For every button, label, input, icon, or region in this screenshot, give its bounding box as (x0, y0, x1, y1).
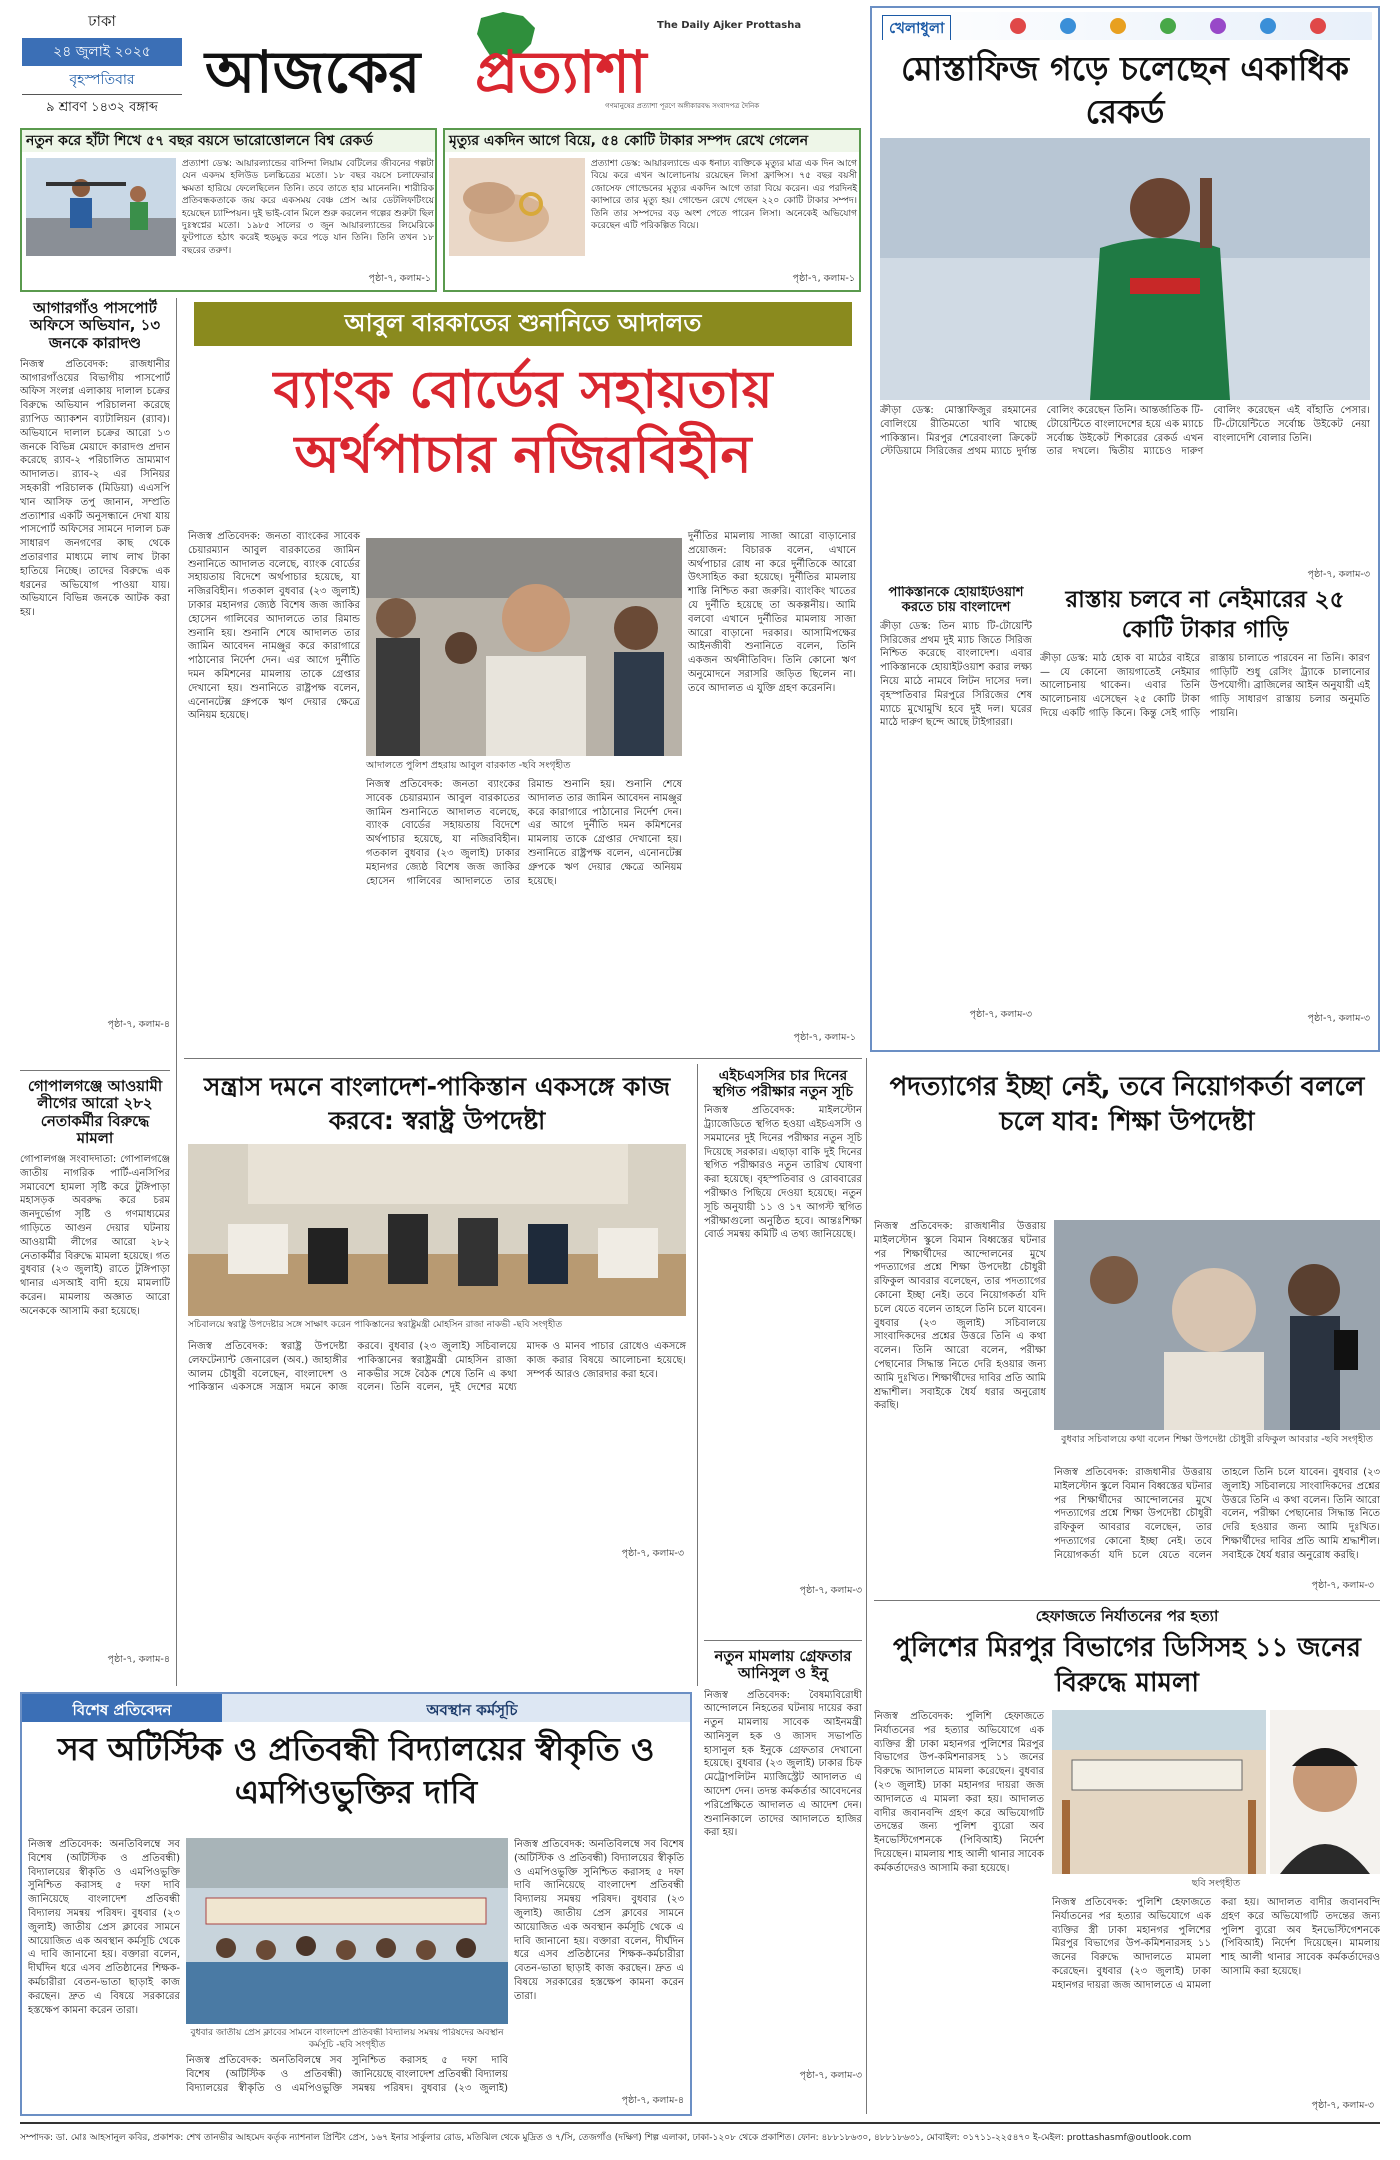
masthead (0, 0, 868, 122)
headline: আগারগাঁও পাসপোর্ট অফিসে অভিযান, ১৩ জনকে কারাদণ্ড (29, 299, 161, 352)
story-body-cont: নিজস্ব প্রতিবেদক: রাজধানীর উত্তরায় মাইলস্টোন স্কুলে বিমান বিধ্বস্তের ঘটনার পর শিক্ষার্থীদের আন্দোলনের মুখে পদত্যাগের প্রশ্নে শিক্ষা উপদেষ্টা চৌধুরী রফিকুল আবরার বলেছেন, তার পদত্যাগের কোনো ইচ্ছা নেই। তবে নিয়োগকর্তা যদি চলে যেতে বলেন তাহলে তিনি চলে যাবেন। বুধবার (২৩ জুলাই) সচিবালয়ে সাংবাদিকদের প্রশ্নের উত্তরে তিনি এ কথা বলেন। তিনি আরো বলেন, পরীক্ষা পেছানোর সিদ্ধান্ত নিতে দেরি হওয়ার জন্য আমি দুঃখিত। শিক্ষার্থীদের দাবির প্রতি আমি শ্রদ্ধাশীল। সবাইকে ধৈর্য ধরার অনুরোধ করছি। (1054, 1467, 1380, 1561)
special-body-cont: নিজস্ব প্রতিবেদক: অনতিবিলম্বে সব বিশেষ (অটিস্টিক ও প্রতিবন্ধী) বিদ্যালয়ের স্বীকৃতি ও এমপিওভুক্তি সুনিশ্চিত করাসহ ৫ দফা দাবি জানিয়েছে বাংলাদেশ প্রতিবন্ধী বিদ্যালয় সমন্বয় পরিষদ। বুধবার (২৩ জুলাই) জাতীয় প্রেস ক্লাবের সামনে আয়োজিত এক অবস্থান কর্মসূচি থেকে এ দাবি জানানো হয়। বক্তারা বলেন, দীর্ঘদিন ধরে এসব প্রতিষ্ঠানের শিক্ষক-কর্মচারীরা বেতন-ভাতা ছাড়াই কাজ করছেন। দ্রুত এ বিষয়ে সরকারের হস্তক্ষেপ কামনা করেন তারা। (514, 1839, 684, 2002)
kicker: আবুল বারকাতের শুনানিতে আদালত (194, 302, 852, 346)
jump-line: পৃষ্ঠা-৭, কলাম-৩ (621, 1548, 684, 1559)
weekday: বৃহস্পতিবার (22, 66, 182, 95)
pakistan-story (880, 586, 1032, 1046)
jump-line: পৃষ্ঠা-৭, কলাম-৪ (621, 2095, 684, 2106)
column-rule (176, 298, 177, 1686)
story-body: নিজস্ব প্রতিবেদক: জনতা ব্যাংকের সাবেক চেয়ারম্যান আবুল বারকাতের জামিন শুনানিতে আদালত বলেছে, ব্যাংক বোর্ডের সহায়তায় বিদেশে অর্থপাচার হয়েছে, যা নজিরবিহীন। গতকাল বুধবার (২৩ জুলাই) ঢাকার মহানগর জ্যেষ্ঠ বিশেষ জজ জাকির হোসেন গালিবের আদালতে তার রিমান্ড শুনানি হয়। শুনানি শেষে আদালত তার জামিন আবেদন নামঞ্জুর করে কারাগারে পাঠানোর নির্দেশ দেন। এর আগে দুর্নীতি দমন কমিশনের মামলায় তাকে গ্রেপ্তার দেখানো হয়। শুনানিতে রাষ্ট্রপক্ষ বলেন, এনোনটেক্স গ্রুপকে ঋণ দেয়ার ক্ষেত্রে অনিয়ম হয়েছে। (188, 531, 360, 722)
story-body: নিজস্ব প্রতিবেদক: রাজধানীর উত্তরায় মাইলস্টোন স্কুলে বিমান বিধ্বস্তের ঘটনার পর শিক্ষার্থীদের আন্দোলনের মুখে পদত্যাগের প্রশ্নে শিক্ষা উপদেষ্টা চৌধুরী রফিকুল আবরার বলেছেন, তার পদত্যাগের কোনো ইচ্ছা নেই। তবে নিয়োগকর্তা যদি চলে যেতে বলেন তাহলে তিনি চলে যাবেন। বুধবার (২৩ জুলাই) সচিবালয়ে সাংবাদিকদের প্রশ্নের উত্তরে তিনি এ কথা বলেন। তিনি আরো বলেন, পরীক্ষা পেছানোর সিদ্ধান্ত নিতে দেরি হওয়ার জন্য আমি দুঃখিত। শিক্ষার্থীদের দাবির প্রতি আমি শ্রদ্ধাশীল। সবাইকে ধৈর্য ধরার অনুরোধ করছি। (874, 1221, 1046, 1412)
barkat-photo (366, 538, 682, 756)
kicker: হেফাজতে নির্যাতনের পর হত্যা (1035, 1607, 1219, 1625)
jump-line: পৃষ্ঠা-৭, কলাম-১ (793, 1032, 856, 1043)
story-body: প্রত্যাশা ডেস্ক: আয়ারল্যান্ডে এক ধনাঢ্য ব্যক্তিকে মৃত্যুর মাত্র এক দিন আগে বিয়ে করে এখন আলোচনায় রয়েছেন লিসা ফ্রান্সিস। ৭৫ বছর বয়সী জোসেফ গোল্ডেনের মৃত্যুর একদিন আগে তারা বিয়ে করেন। এর পরদিনই ক্যান্সারে তার মৃত্যু হয়। গোল্ডেন রেখে গেছেন ২২০ কোটি টাকার সম্পদ। তিনি তার সম্পদের বড় অংশ পেতে পারেন লিসা। অনেকেই অভিযোগ করেছেন এটি পরিকল্পিত বিয়ে। (591, 159, 857, 232)
hsc-story (704, 1064, 862, 1638)
education-story (874, 1064, 1380, 1594)
terror-story (184, 1064, 690, 1564)
top-left-story (20, 128, 437, 292)
police-story (874, 1606, 1380, 2114)
sports-icons (998, 14, 1368, 38)
section-label: খেলাধুলা (882, 15, 951, 40)
jump-line: পৃষ্ঠা-৭, কলাম-৩ (1311, 1580, 1374, 1591)
special-body: নিজস্ব প্রতিবেদক: অনতিবিলম্বে সব বিশেষ (অটিস্টিক ও প্রতিবন্ধী) বিদ্যালয়ের স্বীকৃতি ও এমপিওভুক্তি সুনিশ্চিত করাসহ ৫ দফা দাবি জানিয়েছে বাংলাদেশ প্রতিবন্ধী বিদ্যালয় সমন্বয় পরিষদ। বুধবার (২৩ জুলাই) জাতীয় প্রেস ক্লাবের সামনে আয়োজিত এক অবস্থান কর্মসূচি থেকে এ দাবি জানানো হয়। বক্তারা বলেন, দীর্ঘদিন ধরে এসব প্রতিষ্ঠানের শিক্ষক-কর্মচারীরা বেতন-ভাতা ছাড়াই কাজ করছেন। দ্রুত এ বিষয়ে সরকারের হস্তক্ষেপ কামনা করেন তারা। (28, 1839, 180, 2016)
education-adviser-photo (1054, 1220, 1380, 1430)
english-name: The Daily Ajker Prottasha (657, 20, 802, 31)
story-body-cont: নিজস্ব প্রতিবেদক: জনতা ব্যাংকের সাবেক চেয়ারম্যান আবুল বারকাতের জামিন শুনানিতে আদালত বলেছে, ব্যাংক বোর্ডের সহায়তায় বিদেশে অর্থপাচার হয়েছে, যা নজিরবিহীন। গতকাল বুধবার (২৩ জুলাই) ঢাকার মহানগর জ্যেষ্ঠ বিশেষ জজ জাকির হোসেন গালিবের আদালতে তার রিমান্ড শুনানি হয়। শুনানি শেষে আদালত তার জামিন আবেদন নামঞ্জুর করে কারাগারে পাঠানোর নির্দেশ দেন। এর আগে দুর্নীতি দমন কমিশনের মামলায় তাকে গ্রেপ্তার দেখানো হয়। শুনানিতে রাষ্ট্রপক্ষ বলেন, এনোনটেক্স গ্রুপকে ঋণ দেয়ার ক্ষেত্রে অনিয়ম হয়েছে। (366, 779, 682, 887)
photo-caption: বুধবার সচিবালয়ে কথা বলেন শিক্ষা উপদেষ্টা চৌধুরী রফিকুল আবরার -ছবি সংগৃহীত (1061, 1434, 1373, 1445)
newspaper-logo (205, 14, 805, 114)
meeting-photo (188, 1144, 686, 1316)
mustafizur-photo (880, 138, 1370, 400)
special-headline: সব অটিস্টিক ও প্রতিবন্ধী বিদ্যালয়ের স্বীকৃতি ও এমপিওভুক্তির দাবি (57, 1730, 655, 1812)
jump-line: পৃষ্ঠা-৭, কলাম-৪ (107, 1654, 170, 1665)
headline: নতুন মামলায় গ্রেফতার আনিসুল ও ইনু (714, 1647, 852, 1683)
passport-story (20, 298, 170, 1068)
protest-photo (186, 1838, 508, 2024)
imprint-text: সম্পাদক: ডা. মোঃ আহসানুল কবির, প্রকাশক: শেখ তানভীর আহমেদ কর্তৃক ন্যাশনাল প্রিন্টিং প্রেস, ১৬৭ ইনার সার্কুলার রোড, মতিঝিল থেকে মুদ্রিত ও ৭/সি, তেজগাঁও (দক্ষিণ) শিল্প এলাকা, ঢাকা-১২০৮ থেকে প্রকাশিত। ফোন: ৪৮৮১৮৬৩০, ৪৮৮১৮৬৩১, মোবাইল: ০১৭১১-২২৫৪৭০ ই-মেইল: prottashasmf@outlook.com (20, 2133, 1192, 2143)
special-tag-bar (22, 1694, 690, 1722)
headline: নতুন করে হাঁটা শিখে ৫৭ বছর বয়সে ভারোত্তোলনে বিশ্ব রেকর্ড (22, 130, 435, 152)
story-body: নিজস্ব প্রতিবেদক: স্বরাষ্ট্র উপদেষ্টা লেফটেন্যান্ট জেনারেল (অব.) জাহাঙ্গীর আলম চৌধুরী বলেছেন, বাংলাদেশ ও পাকিস্তান একসঙ্গে সন্ত্রাস দমনে কাজ করবে। বুধবার (২৩ জুলাই) সচিবালয়ে পাকিস্তানের স্বরাষ্ট্রমন্ত্রী মোহসিন রাজা নাকভীর সঙ্গে বৈঠক শেষে তিনি এ কথা বলেন। তিনি বলেন, দুই দেশের মধ্যে মাদক ও মানব পাচার রোধেও একসঙ্গে কাজ করার বিষয়ে আলোচনা হয়েছে। সম্পর্ক আরও জোরদার করা হবে। (188, 1341, 686, 1394)
headline: পদত্যাগের ইচ্ছা নেই, তবে নিয়োগকর্তা বললে চলে যাব: শিক্ষা উপদেষ্টা (889, 1072, 1365, 1138)
story-body: গোপালগঞ্জ সংবাদদাতা: গোপালগঞ্জে জাতীয় নাগরিক পার্টি-এনসিপির সমাবেশে হামলা সৃষ্টি করে টুঙ্গিপাড়া মহাসড়ক অবরুদ্ধ করে চরম জনদুর্ভোগ সৃষ্টি ও গণমাধ্যমের গাড়িতে আগুন দেয়ার ঘটনায় আওয়ামী লীগের আরো ২৮২ নেতাকর্মীর বিরুদ্ধে মামলা হয়েছে। গত বুধবার (২৩ জুলাই) রাতে টুঙ্গিপাড়া থানার এসআই বাদী হয়ে মামলাটি করেন। মামলায় অজ্ঞাত আরো অনেককে আসামি করা হয়েছে। (20, 1154, 170, 1317)
photo-caption: আদালতে পুলিশ প্রহরায় আবুল বারকাত -ছবি সংগৃহীত (366, 760, 571, 771)
weightlifter-photo (26, 158, 176, 256)
top-mid-story (443, 128, 861, 292)
date-box (22, 10, 182, 119)
jump-line: পৃষ্ঠা-৭, কলাম-৩ (799, 1585, 862, 1597)
tagline: গণমানুষের প্রত্যাশা পূরণে অঙ্গীকারবদ্ধ সংবাদপত্র দৈনিক (605, 102, 760, 110)
column-rule (697, 1064, 698, 1686)
special-body-bottom: নিজস্ব প্রতিবেদক: অনতিবিলম্বে সব বিশেষ (অটিস্টিক ও প্রতিবন্ধী) বিদ্যালয়ের স্বীকৃতি ও এমপিওভুক্তি সুনিশ্চিত করাসহ ৫ দফা দাবি জানিয়েছে বাংলাদেশ প্রতিবন্ধী বিদ্যালয় সমন্বয় পরিষদ। বুধবার (২৩ জুলাই) (186, 2055, 508, 2094)
anisul-story (704, 1646, 862, 2114)
photo-caption: বুধবার জাতীয় প্রেস ক্লাবের সামনে বাংলাদেশ প্রতিবন্ধী বিদ্যালয় সমন্বয় পরিষদের অবস্থান কর্মসূচি -ছবি সংগৃহীত (190, 2028, 504, 2050)
jump-line: পৃষ্ঠা-৭, কলাম-১ (365, 272, 431, 287)
headline: এইচএসসির চার দিনের স্থগিত পরীক্ষার নতুন সূচি (713, 1068, 853, 1101)
divider (20, 1070, 170, 1071)
headline: রাস্তায় চলবে না নেইমারের ২৫ কোটি টাকার গাড়ি (1065, 587, 1345, 643)
logo-word-1: আজকের (205, 38, 421, 106)
story-body: নিজস্ব প্রতিবেদক: রাজধানীর আগারগাঁওয়ের বিভাগীয় পাসপোর্ট অফিস সংলগ্ন এলাকায় দালাল চক্রের বিরুদ্ধে অভিযান পরিচালনা করেছে র‍্যাপিড অ্যাকশন ব্যাটালিয়ন (র‍্যাব)। অভিযানে দালাল চক্রের আরো ১৩ জনকে বিভিন্ন মেয়াদে কারাদণ্ড প্রদান করেছে র‍্যাব-২ পরিচালিত ভ্রাম্যমাণ আদালত। র‍্যাব-২ এর সিনিয়র সহকারী পরিচালক (মিডিয়া) এএসপি খান আসিফ তপু জানান, সম্প্রতি প্রত্যাশার একটি অনুসন্ধানে দেখা যায় পাসপোর্ট অফিসের সামনে দালাল চক্র সাধারণ জনগণের কাছ থেকে প্রতারণার মাধ্যমে লাখ লাখ টাকা হাতিয়ে নিচ্ছে। তাদের বিরুদ্ধে এক ধরনের অভিযোগ পাওয়া যায়। অভিযানে বিভিন্ন জনকে আটক করা হয়। (20, 358, 170, 619)
headline: সন্ত্রাস দমনে বাংলাদেশ-পাকিস্তান একসঙ্গে কাজ করবে: স্বরাষ্ট্র উপদেষ্টা (203, 1072, 671, 1135)
story-body: প্রত্যাশা ডেস্ক: আয়ারল্যান্ডের বাসিন্দা লিয়াম বেটিলের জীবনের গল্পটা যেন একদম হলিউড চলচ্চিত্রের মতো। ১৮ বছর বয়সে চলাফেরার ক্ষমতা হারিয়ে ফেলেছিলেন তিনি। তবে তাতে হার মানেননি। শারীরিক প্রতিবন্ধকতাকে জয় করে একসময় বেঞ্চ প্রেস আর ডেটলিফটিংয়ে হয়েছেন চ্যাম্পিয়ন। দুই ভাই-বোন মিলে শুরু করলেন গল্পের শুরুটা ছিল দুঃস্বপ্নের মতো। ১৯৮৫ সালের ৩ জুন আয়ারল্যান্ডের লিমেরিকে ফুটপাতে হঠাৎ করেই হুড়মুড় করে পড়ে যান তিনি। তিনি তখন ১৮ বছরের তরুণ। (182, 159, 434, 256)
bangla-date: ৯ শ্রাবণ ১৪৩২ বঙ্গাব্দ (46, 100, 158, 115)
divider (874, 1600, 1380, 1601)
imprint-footer (20, 2122, 1380, 2150)
wedding-rings-photo (449, 158, 585, 256)
story-body: নিজস্ব প্রতিবেদক: বৈষম্যবিরোধী আন্দোলনে নিহতের ঘটনায় দায়ের করা নতুন মামলায় সাবেক আইনমন্ত্রী আনিসুল হক ও জাসদ সভাপতি হাসানুল হক ইনুকে গ্রেফতার দেখানো হয়েছে। বুধবার (২৩ জুলাই) ঢাকার চিফ মেট্রোপলিটন ম্যাজিস্ট্রেট আদালত এ আদেশ দেন। তদন্ত কর্মকর্তার আবেদনের পরিপ্রেক্ষিতে আদালত এ আদেশ দেন। শুনানিকালে তাদের আদালতে হাজির করা হয়। (704, 1689, 862, 1839)
divider (704, 1640, 862, 1641)
city: ঢাকা (88, 12, 116, 30)
headline: মৃত্যুর একদিন আগে বিয়ে, ৫৪ কোটি টাকার সম্পদ রেখে গেলেন (445, 130, 859, 152)
story-body-2: দুর্নীতির মামলায় সাজা আরো বাড়ানোর প্রয়োজন: বিচারক বলেন, এখানে অর্থপাচার রোধ না করে দুর্নীতিকে আরো উৎসাহিত করা হয়েছে। দুর্নীতির মামলায় শাস্তি নিশ্চিত করা জরুরি। ব্যাংকিং খাতের যে দুর্নীতি হয়েছে তা অকল্পনীয়। আমি বলবো এখানে দুর্নীতির মামলায় সাজা আরো বাড়ানো দরকার। আসামিপক্ষের আইনজীবী শুনানিতে বলেন, তিনি একজন অর্থনীতিবিদ। তিনি কোনো ঋণ অনুমোদনে সরাসরি জড়িত ছিলেন না। তবে আদালত এ যুক্তি গ্রহণ করেননি। (688, 531, 856, 694)
jump-line: পৃষ্ঠা-৭, কলাম-৩ (1307, 1012, 1370, 1024)
jump-line: পৃষ্ঠা-৭, কলাম-৩ (799, 2069, 862, 2081)
photo-caption: ছবি সংগৃহীত (1191, 1878, 1241, 1889)
jump-line: পৃষ্ঠা-৭, কলাম-৩ (1311, 2100, 1374, 2111)
story-body: ক্রীড়া ডেস্ক: মোস্তাফিজুর রহমানের বোলিংয়ে রীতিমতো খাবি খাচ্ছে পাকিস্তান। মিরপুর শেরেবাংলা ক্রিকেট স্টেডিয়ামে সিরিজের প্রথম ম্যাচে দুর্দান্ত বোলিং করেছেন তিনি। আন্তর্জাতিক টি-টোয়েন্টিতে বাংলাদেশের হয়ে এক ম্যাচে সর্বোচ্চ উইকেট শিকারের রেকর্ড এখন তার দখলে। দ্বিতীয় ম্যাচেও দারুণ বোলিং করেছেন এই বাঁহাতি পেসার। টি-টোয়েন্টিতে সর্বোচ্চ উইকেট নেয়া বাংলাদেশি বোলার তিনি। (880, 405, 1370, 458)
jump-line: পৃষ্ঠা-৭, কলাম-৩ (1307, 569, 1370, 580)
dc-portrait (1270, 1710, 1380, 1874)
sports-banner (878, 12, 1372, 40)
gopalganj-story (20, 1076, 170, 1686)
jump-line: পৃষ্ঠা-৭, কলাম-১ (789, 272, 855, 287)
date: ২৪ জুলাই ২০২৫ (22, 38, 182, 66)
column-rule (866, 1058, 867, 2114)
neymar-story (1040, 586, 1370, 1046)
headline: ব্যাংক বোর্ডের সহায়তায় অর্থপাচার নজিরবিহীন (273, 360, 773, 485)
mustafizur-story (880, 404, 1370, 582)
story-body: ক্রীড়া ডেস্ক: তিন ম্যাচ টি-টোয়েন্টি সিরিজের প্রথম দুই ম্যাচ জিতে সিরিজ নিশ্চিত করেছে বাংলাদেশ। এবার পাকিস্তানকে হোয়াইটওয়াশ করার লক্ষ্য নিয়ে মাঠে নামবে লিটন দাসের দল। বৃহস্পতিবার মিরপুরে সিরিজের শেষ ম্যাচে মুখোমুখি হবে দুই দল। ঘরের মাঠে দারুণ ছন্দে আছে টাইগাররা। (880, 620, 1032, 729)
sports-headline: মোস্তাফিজ গড়ে চলেছেন একাধিক রেকর্ড (901, 49, 1349, 131)
jump-line: পৃষ্ঠা-৭, কলাম-৪ (107, 1018, 170, 1030)
headline: পুলিশের মিরপুর বিভাগের ডিসিসহ ১১ জনের বিরুদ্ধে মামলা (893, 1633, 1361, 1699)
story-body: নিজস্ব প্রতিবেদক: পুলিশি হেফাজতে নির্যাতনের পর হত্যার অভিযোগে এক ব্যক্তির স্ত্রী ঢাকা মহানগর পুলিশের মিরপুর বিভাগের উপ-কমিশনারসহ ১১ জনের বিরুদ্ধে আদালতে মামলা করেছেন। বুধবার (২৩ জুলাই) ঢাকা মহানগর দায়রা জজ আদালতে এ মামলা করা হয়। আদালত বাদীর জবানবন্দি গ্রহণ করে অভিযোগটি তদন্তের জন্য পুলিশ ব্যুরো অব ইনভেস্টিগেশনকে (পিবিআই) নির্দেশ দিয়েছেন। মামলায় শাহ আলী থানার সাবেক কর্মকর্তাদেরও আসামি করা হয়েছে। (874, 1711, 1044, 1874)
lead-story (184, 298, 862, 1054)
photo-caption: সচিবালয়ে স্বরাষ্ট্র উপদেষ্টার সঙ্গে সাক্ষাৎ করেন পাকিস্তানের স্বরাষ্ট্রমন্ত্রী মোহসিন রাজা নাকভী -ছবি সংগৃহীত (188, 1320, 563, 1330)
police-station-photo (1052, 1710, 1266, 1874)
story-body: নিজস্ব প্রতিবেদক: মাইলস্টোন ট্র্যাজেডিতে স্থগিত হওয়া এইচএসসি ও সমমানের দুই দিনের পরীক্ষার নতুন সূচি দিয়েছে সরকার। এছাড়া বাকি দুই দিনের স্থগিত পরীক্ষারও নতুন তারিখ ঘোষণা করা হয়েছে। বৃহস্পতিবার ও রোববারের পরীক্ষাও পিছিয়ে দেওয়া হয়েছে। নতুন সূচি অনুযায়ী ১১ ও ১৭ আগস্ট স্থগিত পরীক্ষাগুলো অনুষ্ঠিত হবে। আন্তঃশিক্ষা বোর্ড সমন্বয় কমিটি এ তথ্য জানিয়েছে। (704, 1105, 862, 1241)
tag-protest: অবস্থান কর্মসূচি (426, 1701, 518, 1719)
story-body: ক্রীড়া ডেস্ক: মাঠ হোক বা মাঠের বাইরে— যে কোনো জায়গাতেই নেইমার আলোচনায় থাকেন। এবার তিনি আলোচনায় এসেছেন ২৫ কোটি টাকা দিয়ে একটি গাড়ি কিনে। কিন্তু সেই গাড়ি রাস্তায় চালাতে পারবেন না তিনি। কারণ গাড়িটি শুধু রেসিং ট্র্যাকে চালানোর উপযোগী। ব্রাজিলের আইন অনুযায়ী এই গাড়ি সাধারণ রাস্তায় চলার অনুমতি পায়নি। (1040, 652, 1370, 719)
story-body-cont: নিজস্ব প্রতিবেদক: পুলিশি হেফাজতে নির্যাতনের পর হত্যার অভিযোগে এক ব্যক্তির স্ত্রী ঢাকা মহানগর পুলিশের মিরপুর বিভাগের উপ-কমিশনারসহ ১১ জনের বিরুদ্ধে আদালতে মামলা করেছেন। বুধবার (২৩ জুলাই) ঢাকা মহানগর দায়রা জজ আদালতে এ মামলা করা হয়। আদালত বাদীর জবানবন্দি গ্রহণ করে অভিযোগটি তদন্তের জন্য পুলিশ ব্যুরো অব ইনভেস্টিগেশনকে (পিবিআই) নির্দেশ দিয়েছেন। মামলায় শাহ আলী থানার সাবেক কর্মকর্তাদেরও আসামি করা হয়েছে। (1052, 1897, 1380, 1991)
headline: পাকিস্তানকে হোয়াইটওয়াশ করতে চায় বাংলাদেশ (888, 586, 1024, 615)
tag-special: বিশেষ প্রতিবেদন (22, 1694, 222, 1722)
divider (184, 1058, 862, 1059)
logo-word-2: প্রত্যাশা (475, 38, 647, 106)
jump-line: পৃষ্ঠা-৭, কলাম-৩ (969, 1008, 1032, 1020)
headline: গোপালগঞ্জে আওয়ামী লীগের আরো ২৮২ নেতাকর্মীর বিরুদ্ধে মামলা (27, 1077, 163, 1147)
